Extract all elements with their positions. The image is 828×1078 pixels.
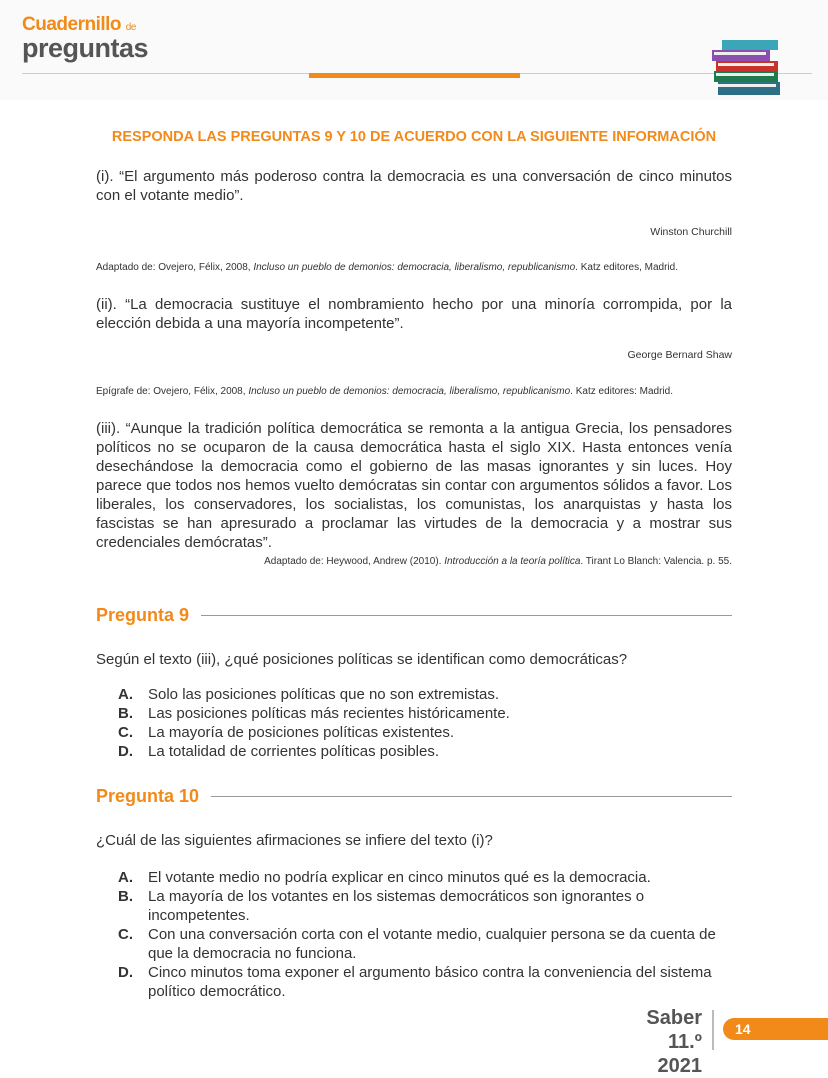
option-d[interactable]: D. La totalidad de corrientes políticas posibles. <box>118 743 440 760</box>
heading-rule <box>201 615 732 616</box>
brand-title: Cuadernillo de <box>22 14 136 35</box>
brand-subtitle: preguntas <box>22 33 149 63</box>
author-i: Winston Churchill <box>650 226 732 238</box>
option-c[interactable]: C. La mayoría de posiciones políticas existentes. <box>118 724 454 741</box>
option-c[interactable]: C. Con una conversación corta con el votante medio, cualquier persona se da cuenta de que la democracia no funciona. <box>118 926 716 962</box>
page-header <box>0 0 828 100</box>
instructions-title: RESPONDA LAS PREGUNTAS 9 Y 10 DE ACUERDO CON LA SIGUIENTE INFORMACIÓN <box>111 129 717 145</box>
question-10-heading: Pregunta 10 <box>96 786 732 807</box>
header-accent-bar <box>309 73 520 78</box>
question-10-options <box>118 868 732 1001</box>
author-ii: George Bernard Shaw <box>627 349 732 361</box>
question-10-stem: ¿Cuál de las siguientes afirmaciones se infiere del texto (i)? <box>96 832 493 849</box>
option-a[interactable]: A. Solo las posiciones políticas que no son extremistas. <box>118 686 500 703</box>
option-a[interactable]: A. El votante medio no podría explicar en cinco minutos qué es la democracia. <box>118 869 651 886</box>
quote-i: (i). “El argumento más poderoso contra la democracia es una conversación de cinco minutos con el votante medio”. <box>96 168 732 204</box>
option-b[interactable]: B. La mayoría de los votantes en los sistemas democráticos son ignorantes o incompetentes. <box>118 888 645 924</box>
heading-rule <box>211 796 732 797</box>
quote-iii: (iii). “Aunque la tradición política democrática se remonta a la antigua Grecia, los pensadores políticos no se ocuparon de la causa democrática hasta el siglo XIX. Hasta entonces venía desechándose la democracia como el gobierno de las masas ignorantes y sin luces. Hoy parece que todos nos hemos vuelto demócratas sin contar con argumentos sólidos a favor. Los liberales, los conservadores, los socialistas, los comunistas, los anarquistas y hasta los fascistas se han apresurado a proclamar las virtudes de la democracia y a mostrar sus credenciales demócratas”. <box>96 420 732 551</box>
source-i: Adaptado de: Ovejero, Félix, 2008, Incluso un pueblo de demonios: democracia, liberalismo, republicanismo. Katz editores, Madrid. <box>96 262 678 273</box>
source-iii: Adaptado de: Heywood, Andrew (2010). Introducción a la teoría política. Tirant Lo Blanch: Valencia. p. 55. <box>264 556 732 567</box>
footer-exam: Saber 11.º 2021 <box>646 1007 702 1077</box>
option-b[interactable]: B. Las posiciones políticas más recientes históricamente. <box>118 705 510 722</box>
books-stack-icon <box>706 38 796 98</box>
page-number: 14 <box>723 1018 828 1040</box>
footer-divider <box>712 1010 714 1050</box>
question-9-options <box>118 685 732 761</box>
question-9-heading: Pregunta 9 <box>96 605 732 626</box>
source-ii: Epígrafe de: Ovejero, Félix, 2008, Incluso un pueblo de demonios: democracia, liberalismo, republicanismo. Katz editores: Madrid. <box>96 386 673 397</box>
quote-ii: (ii). “La democracia sustituye el nombramiento hecho por una minoría corrompida, por la elección debida a una mayoría incompetente”. <box>96 296 732 332</box>
question-9-stem: Según el texto (iii), ¿qué posiciones políticas se identifican como democráticas? <box>96 651 628 668</box>
option-d[interactable]: D. Cinco minutos toma exponer el argumento básico contra la conveniencia del sistema político democrático. <box>118 964 712 1000</box>
